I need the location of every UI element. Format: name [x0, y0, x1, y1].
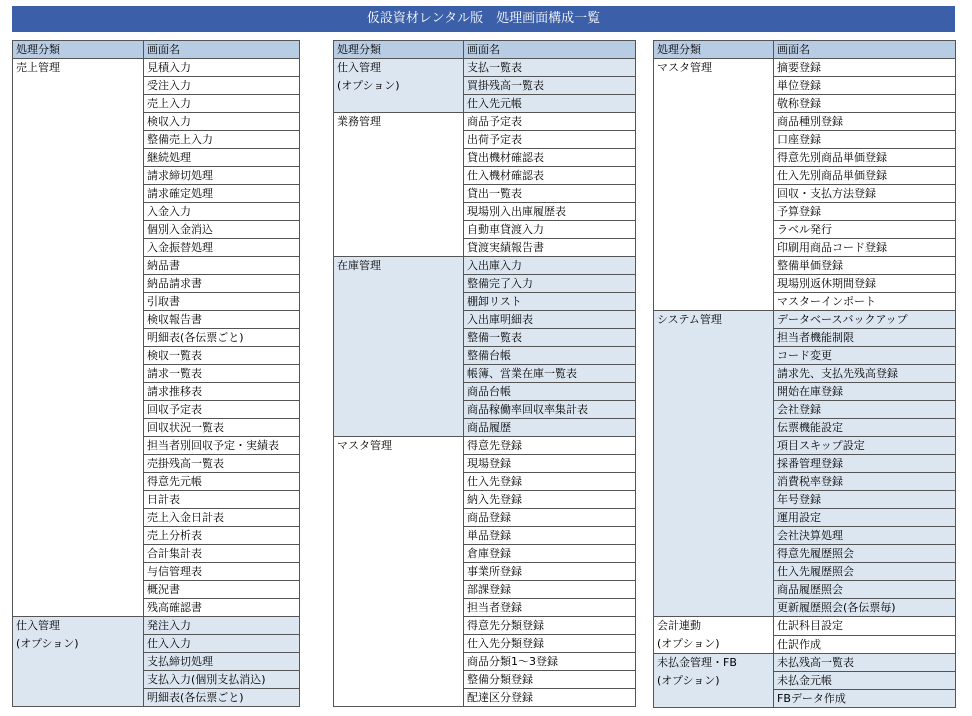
screen-name-cell: 仕訳作成	[774, 635, 956, 654]
screen-name-cell: 請求一覧表	[144, 365, 300, 383]
screen-name-cell: 仕入先登録	[464, 473, 636, 491]
screen-name-cell: 回収・支払方法登録	[774, 185, 956, 203]
screen-name-cell: 売上入力	[144, 95, 300, 113]
screen-name-cell: 明細表(各伝票ごと)	[144, 329, 300, 347]
screen-name-cell: 請求締切処理	[144, 167, 300, 185]
header-screen-name: 画面名	[144, 41, 300, 59]
screen-name-cell: 整備売上入力	[144, 131, 300, 149]
category-cell	[13, 59, 144, 617]
header-category: 処理分類	[654, 41, 774, 59]
header-screen-name: 画面名	[774, 41, 956, 59]
screen-name-cell: 年号登録	[774, 491, 956, 509]
screen-name-cell: 自動車貸渡入力	[464, 221, 636, 239]
screen-name-cell: 整備分類登録	[464, 671, 636, 689]
screen-name-cell: 納品書	[144, 257, 300, 275]
screen-name-cell: 帳簿、営業在庫一覧表	[464, 365, 636, 383]
screen-name-cell: 請求先、支払先残高登録	[774, 365, 956, 383]
category-cell	[654, 654, 774, 708]
screen-name-cell: 得意先元帳	[144, 473, 300, 491]
screen-name-cell: 商品分類1～3登録	[464, 653, 636, 671]
table-row	[654, 311, 956, 329]
screen-name-cell: 担当者登録	[464, 599, 636, 617]
screen-name-cell: 敬称登録	[774, 95, 956, 113]
screen-name-cell: 商品履歴照会	[774, 581, 956, 599]
screen-name-cell: 現場別入出庫履歴表	[464, 203, 636, 221]
category-cell	[334, 59, 464, 113]
category-label: 業務管理	[337, 115, 381, 128]
screen-name-cell: 商品台帳	[464, 383, 636, 401]
screen-name-cell: 整備単価登録	[774, 257, 956, 275]
screen-name-cell: 売上入金日計表	[144, 509, 300, 527]
screen-name-cell: 整備一覧表	[464, 329, 636, 347]
screen-name-cell: 仕訳科目設定	[774, 617, 956, 636]
screen-name-cell: マスターインポート	[774, 293, 956, 311]
table-row	[334, 437, 636, 455]
screen-list-table-1	[12, 40, 300, 707]
category-label: 仕入管理	[337, 61, 381, 74]
screen-name-cell: 貸出機材確認表	[464, 149, 636, 167]
screen-name-cell: 会社決算処理	[774, 527, 956, 545]
screen-name-cell: 担当者別回収予定・実績表	[144, 437, 300, 455]
screen-name-cell: 合計集計表	[144, 545, 300, 563]
screen-name-cell: 支払一覧表	[464, 59, 636, 77]
screen-name-cell: 検収一覧表	[144, 347, 300, 365]
table-row	[13, 59, 300, 77]
screen-name-cell: 項目スキップ設定	[774, 437, 956, 455]
screen-name-cell: 摘要登録	[774, 59, 956, 77]
screen-name-cell: 担当者機能制限	[774, 329, 956, 347]
screen-name-cell: 予算登録	[774, 203, 956, 221]
screen-name-cell: 買掛残高一覧表	[464, 77, 636, 95]
category-label: (オプション)	[337, 79, 400, 92]
screen-name-cell: 売上分析表	[144, 527, 300, 545]
screen-name-cell: 検収入力	[144, 113, 300, 131]
page-title: 仮設資材レンタル版 処理画面構成一覧	[12, 6, 955, 32]
category-cell	[334, 257, 464, 437]
screen-name-cell: 倉庫登録	[464, 545, 636, 563]
screen-name-cell: 配達区分登録	[464, 689, 636, 707]
category-cell	[654, 617, 774, 654]
category-label: 売上管理	[16, 61, 60, 74]
table-row	[654, 654, 956, 672]
screen-name-cell: 日計表	[144, 491, 300, 509]
screen-name-cell: 棚卸リスト	[464, 293, 636, 311]
screen-name-cell: 回収予定表	[144, 401, 300, 419]
screen-name-cell: 伝票機能設定	[774, 419, 956, 437]
screen-name-cell: 納品請求書	[144, 275, 300, 293]
screen-name-cell: 商品履歴	[464, 419, 636, 437]
screen-name-cell: 概況書	[144, 581, 300, 599]
screen-name-cell: 回収状況一覧表	[144, 419, 300, 437]
category-label: (オプション)	[657, 674, 720, 687]
screen-name-cell: 仕入先履歴照会	[774, 563, 956, 581]
screen-name-cell: 得意先分類登録	[464, 617, 636, 635]
screen-name-cell: 引取書	[144, 293, 300, 311]
category-label: 在庫管理	[337, 259, 381, 272]
screen-name-cell: 貸出一覧表	[464, 185, 636, 203]
screen-name-cell: 単位登録	[774, 77, 956, 95]
table-row	[334, 59, 636, 77]
category-label: 会計連動	[657, 619, 701, 632]
screen-name-cell: 売掛残高一覧表	[144, 455, 300, 473]
category-label: (オプション)	[16, 637, 79, 650]
screen-name-cell: 現場別返休期間登録	[774, 275, 956, 293]
screen-name-cell: 商品稼働率回収率集計表	[464, 401, 636, 419]
screen-name-cell: 検収報告書	[144, 311, 300, 329]
category-cell	[334, 437, 464, 707]
screen-name-cell: 明細表(各伝票ごと)	[144, 689, 300, 707]
screen-name-cell: 仕入先分類登録	[464, 635, 636, 653]
screen-name-cell: 口座登録	[774, 131, 956, 149]
header-screen-name: 画面名	[464, 41, 636, 59]
screen-list-table-2	[333, 40, 636, 707]
screen-name-cell: 継続処理	[144, 149, 300, 167]
screen-name-cell: 商品予定表	[464, 113, 636, 131]
screen-name-cell: ラベル発行	[774, 221, 956, 239]
screen-name-cell: 整備台帳	[464, 347, 636, 365]
header-category: 処理分類	[334, 41, 464, 59]
header-category: 処理分類	[13, 41, 144, 59]
screen-name-cell: 納入先登録	[464, 491, 636, 509]
screen-name-cell: 採番管理登録	[774, 455, 956, 473]
screen-name-cell: 開始在庫登録	[774, 383, 956, 401]
category-label: マスタ管理	[657, 61, 712, 74]
screen-name-cell: 仕入機材確認表	[464, 167, 636, 185]
category-cell	[654, 59, 774, 311]
screen-name-cell: コード変更	[774, 347, 956, 365]
table-row	[334, 113, 636, 131]
screen-name-cell: 会社登録	[774, 401, 956, 419]
screen-name-cell: 運用設定	[774, 509, 956, 527]
category-label: 仕入管理	[16, 619, 60, 632]
screen-list-table-3	[653, 40, 956, 708]
screen-name-cell: 出荷予定表	[464, 131, 636, 149]
category-cell	[654, 311, 774, 617]
screen-name-cell: 単品登録	[464, 527, 636, 545]
category-label: マスタ管理	[337, 439, 392, 452]
table-row	[13, 617, 300, 635]
screen-name-cell: 請求確定処理	[144, 185, 300, 203]
category-label: 未払金管理・FB	[657, 656, 737, 669]
screen-name-cell: 貸渡実績報告書	[464, 239, 636, 257]
screen-name-cell: 仕入入力	[144, 635, 300, 653]
category-label: システム管理	[657, 313, 722, 326]
screen-name-cell: 個別入金消込	[144, 221, 300, 239]
screen-name-cell: 印刷用商品コード登録	[774, 239, 956, 257]
screen-name-cell: 支払締切処理	[144, 653, 300, 671]
screen-name-cell: 部課登録	[464, 581, 636, 599]
screen-name-cell: 得意先履歴照会	[774, 545, 956, 563]
screen-name-cell: 仕入先別商品単価登録	[774, 167, 956, 185]
screen-name-cell: FBデータ作成	[774, 690, 956, 708]
screen-name-cell: 現場登録	[464, 455, 636, 473]
screen-name-cell: 見積入力	[144, 59, 300, 77]
screen-name-cell: データベースバックアップ	[774, 311, 956, 329]
screen-name-cell: 支払入力(個別支払消込)	[144, 671, 300, 689]
screen-name-cell: 事業所登録	[464, 563, 636, 581]
screen-name-cell: 仕入先元帳	[464, 95, 636, 113]
category-cell	[334, 113, 464, 257]
screen-name-cell: 整備完了入力	[464, 275, 636, 293]
screen-name-cell: 残高確認書	[144, 599, 300, 617]
screen-name-cell: 発注入力	[144, 617, 300, 635]
screen-name-cell: 与信管理表	[144, 563, 300, 581]
screen-name-cell: 入出庫明細表	[464, 311, 636, 329]
table-row	[654, 59, 956, 77]
screen-name-cell: 未払残高一覧表	[774, 654, 956, 672]
screen-name-cell: 更新履歴照会(各伝票毎)	[774, 599, 956, 617]
screen-name-cell: 未払金元帳	[774, 672, 956, 690]
screen-name-cell: 入金振替処理	[144, 239, 300, 257]
screen-name-cell: 消費税率登録	[774, 473, 956, 491]
screen-name-cell: 入金入力	[144, 203, 300, 221]
screen-name-cell: 入出庫入力	[464, 257, 636, 275]
table-row	[654, 617, 956, 636]
table-row	[334, 257, 636, 275]
category-label: (オプション)	[657, 637, 720, 650]
screen-name-cell: 受注入力	[144, 77, 300, 95]
screen-name-cell: 得意先登録	[464, 437, 636, 455]
screen-name-cell: 商品登録	[464, 509, 636, 527]
screen-name-cell: 商品種別登録	[774, 113, 956, 131]
category-cell	[13, 617, 144, 707]
screen-name-cell: 請求推移表	[144, 383, 300, 401]
screen-name-cell: 得意先別商品単価登録	[774, 149, 956, 167]
